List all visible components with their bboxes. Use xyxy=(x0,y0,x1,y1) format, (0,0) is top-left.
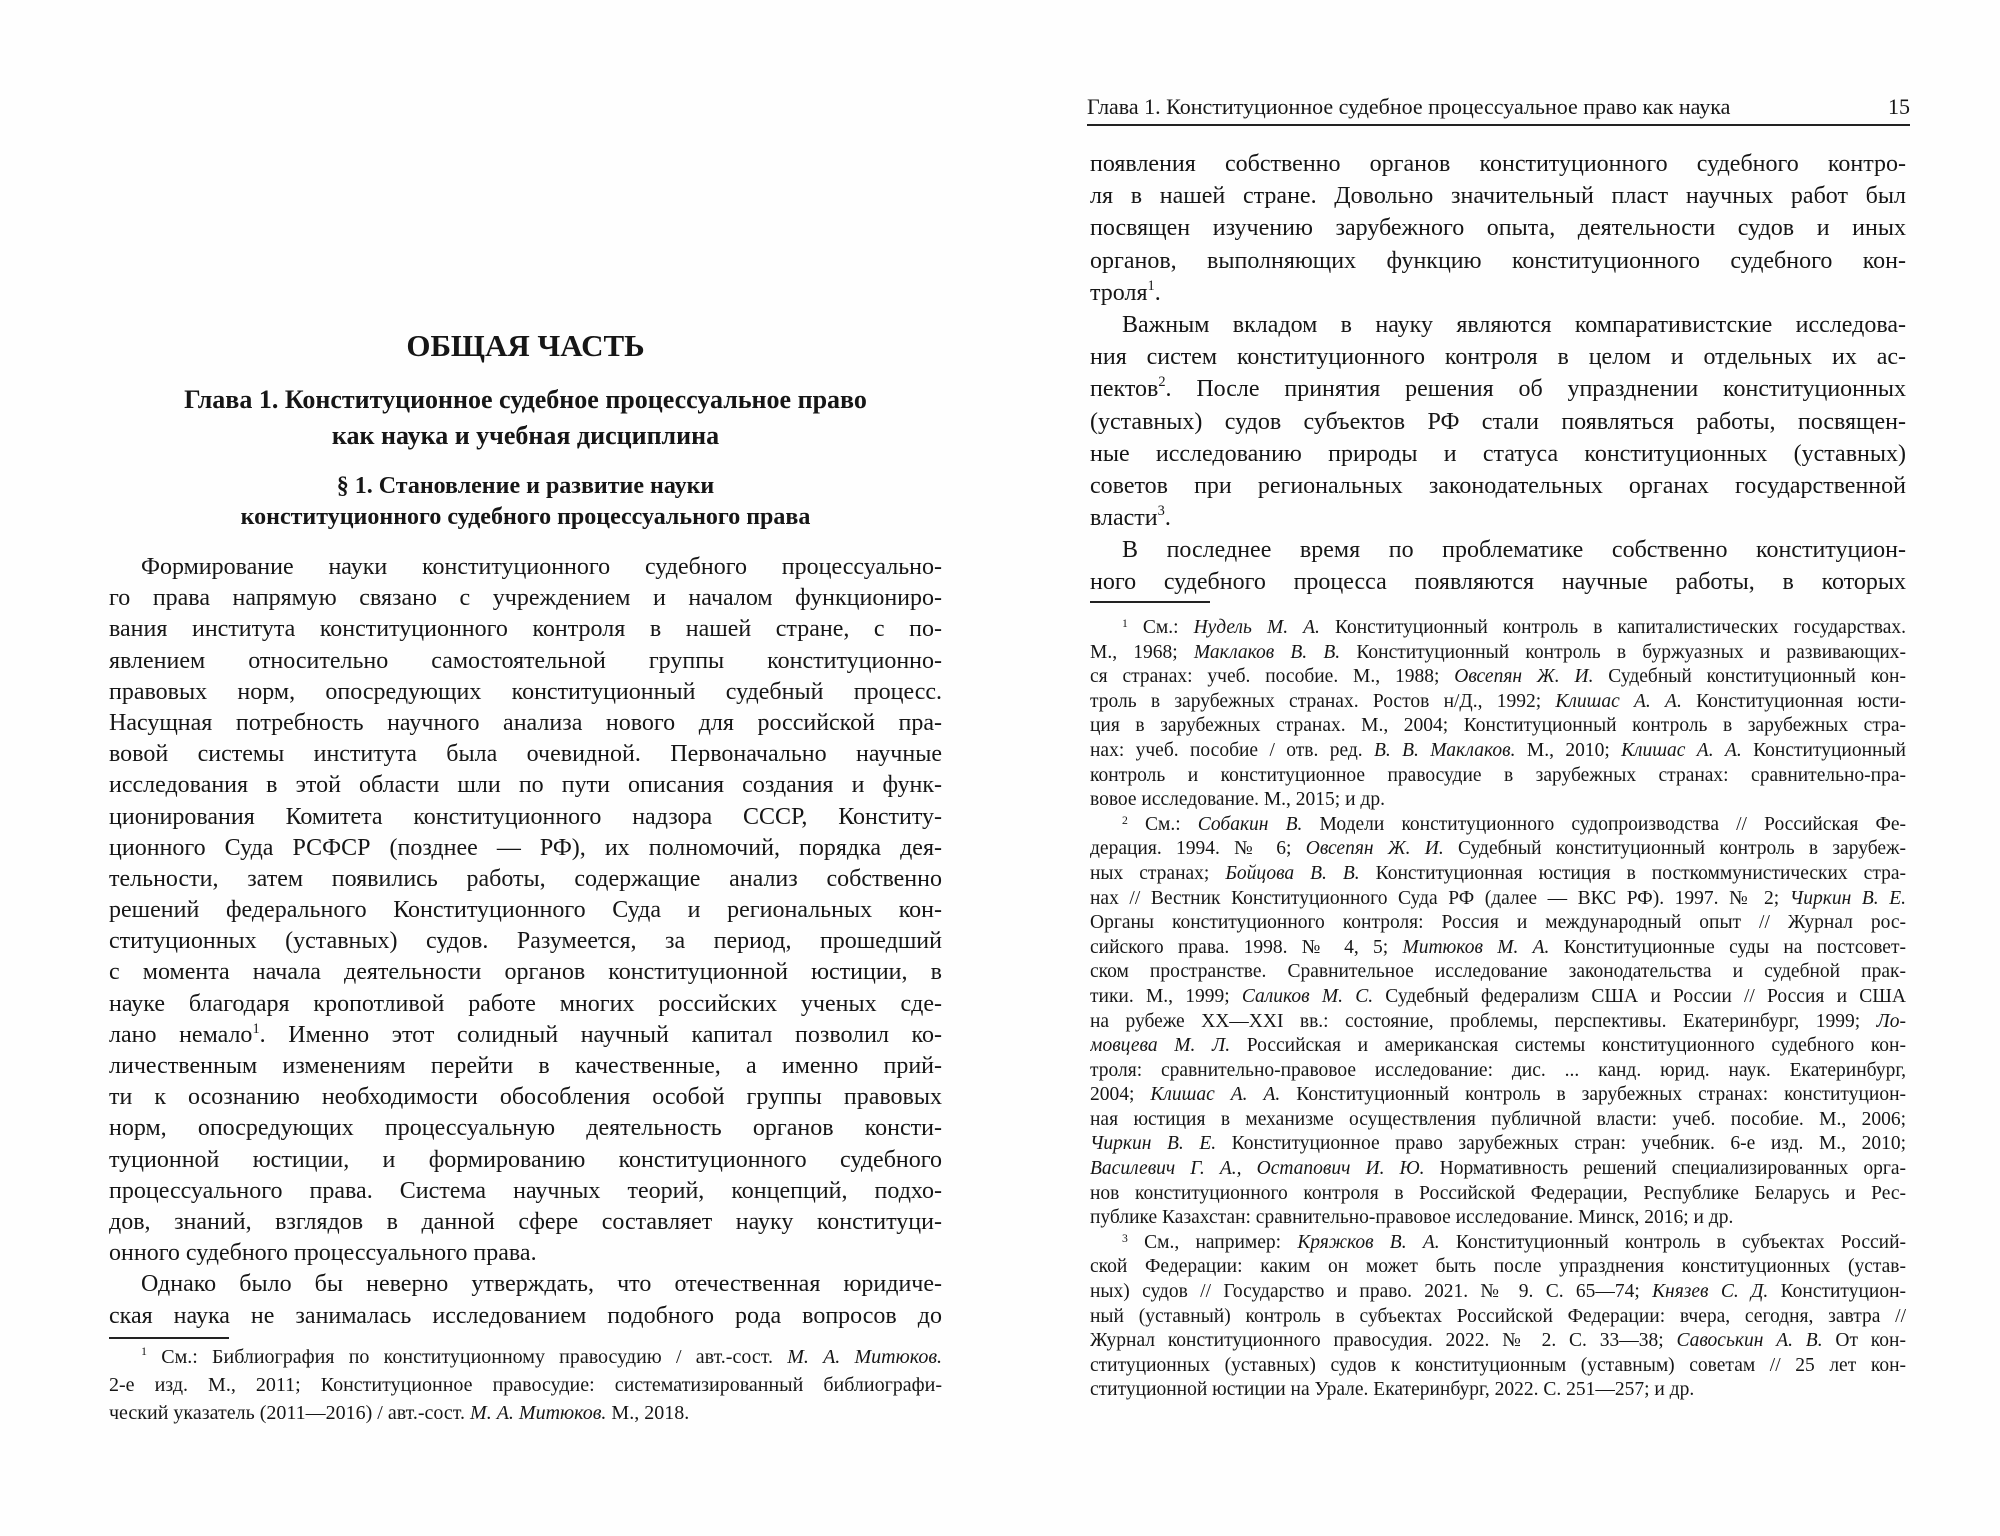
footnote xyxy=(1090,616,1906,813)
text-run: дерация. 1994. № 6; xyxy=(1090,838,1306,860)
italic-author-name: Савоськин А. В. xyxy=(1676,1330,1823,1352)
paragraph xyxy=(109,552,942,1269)
text-run: дов, знаний, взглядов в данной сфере составляет науку конституци- xyxy=(109,1208,942,1235)
text-line xyxy=(109,1238,942,1269)
text-run: решений федерального Конституционного Суда и региональных кон- xyxy=(109,897,942,924)
footnote-marker: 1 xyxy=(1122,617,1128,630)
text-line xyxy=(1090,837,1906,862)
text-run: Конституционные суды на постсовет- xyxy=(1549,936,1906,958)
text-line xyxy=(1090,641,1906,666)
text-line xyxy=(1090,1059,1906,1084)
footnote-marker: 1 xyxy=(1147,277,1155,294)
section-title-line: § 1. Становление и развитие науки xyxy=(336,473,715,499)
text-run: на рубеже XX—XXI вв.: состояние, проблемы, перспективы. Екатеринбург, 1999; xyxy=(1090,1010,1877,1032)
text-run: Однако было бы неверно утверждать, что отечественная юридиче- xyxy=(141,1271,942,1298)
text-line xyxy=(1090,960,1906,985)
italic-author-name: Князев С. Д. xyxy=(1652,1281,1769,1303)
text-run: ституционных (уставных) судов. Разумеется, за период, прошедший xyxy=(109,928,942,955)
text-run: ные исследованию природы и статуса конституционных (уставных) xyxy=(1090,440,1906,467)
text-line xyxy=(109,1301,942,1332)
text-line xyxy=(1090,1255,1906,1280)
text-run: Конституционный контроль в субъектах Россий- xyxy=(1439,1231,1906,1253)
left-body-text xyxy=(109,552,942,1332)
text-run: Журнал конституционного правосудия. 2022. № 2. С. 33—38; xyxy=(1090,1330,1677,1352)
text-line xyxy=(109,989,942,1020)
text-line xyxy=(1090,862,1906,887)
text-line xyxy=(109,583,942,614)
text-line xyxy=(1090,180,1906,212)
text-run: ституционных (уставных) судов к конституционным (уставным) советам // 25 лет кон- xyxy=(1090,1354,1906,1376)
text-line xyxy=(1090,566,1906,598)
section-title xyxy=(109,471,942,533)
text-run: ская наука не занималась исследованием подобного рода вопросов до xyxy=(109,1302,942,1329)
footnote-marker: 2 xyxy=(1158,374,1166,391)
text-line xyxy=(1090,502,1906,534)
text-line xyxy=(1090,1354,1906,1379)
text-run: В последнее время по проблематике собственно конституцион- xyxy=(1122,537,1906,564)
text-line xyxy=(1090,1182,1906,1207)
text-line xyxy=(109,1207,942,1238)
text-line xyxy=(1090,1034,1906,1059)
text-run: троля xyxy=(1090,279,1148,306)
italic-author-name: Собакин В. xyxy=(1197,813,1303,835)
text-line xyxy=(1090,813,1906,838)
page-number: 15 xyxy=(1888,94,1910,119)
text-run: Конституционная юсти- xyxy=(1681,690,1906,712)
italic-author-name: Бойцова В. В. xyxy=(1225,862,1360,884)
text-run: . После принятия решения об упразднении конституционных xyxy=(1165,376,1906,403)
running-head-title: Глава 1. Конституционное судебное процессуальное право как наука xyxy=(1087,94,1731,119)
text-line xyxy=(109,1343,942,1371)
text-line xyxy=(1090,911,1906,936)
text-line xyxy=(109,864,942,895)
paragraph xyxy=(1090,309,1906,534)
text-run: См., например: xyxy=(1127,1231,1298,1253)
text-run: ля в нашей стране. Довольно значительный пласт научных работ был xyxy=(1090,183,1906,210)
text-line xyxy=(109,646,942,677)
text-run: ция в зарубежных странах. М., 2004; Конституционный контроль в зарубежных стра- xyxy=(1090,715,1906,737)
text-line xyxy=(1090,470,1906,502)
italic-author-name: М. А. Митюков. xyxy=(470,1402,607,1424)
paragraph xyxy=(1090,534,1906,598)
text-run: . xyxy=(1164,505,1171,532)
footnote-marker: 2 xyxy=(1122,813,1128,827)
text-run: контроль и конституционное правосудие в зарубежных странах: сравнительно-пра- xyxy=(1090,764,1906,786)
text-line xyxy=(1090,665,1906,690)
text-line xyxy=(109,802,942,833)
text-run: Формирование науки конституционного судебного процессуально- xyxy=(141,554,942,580)
text-line xyxy=(1090,309,1906,341)
text-run: Судебный федерализм США и России // Россия и США xyxy=(1373,985,1906,1007)
text-run: ная юстиция в механизме осуществления публичной власти: учеб. пособие. М., 2006; xyxy=(1090,1108,1906,1130)
text-run: пектов xyxy=(1090,376,1159,403)
text-line xyxy=(1090,148,1906,180)
text-run: Конституционная юстиция в посткоммунистических стра- xyxy=(1359,862,1906,884)
text-line xyxy=(1090,739,1906,764)
text-run: появления собственно органов конституционного судебного контро- xyxy=(1090,151,1906,177)
text-run: ционного Суда РСФСР (позднее — РФ), их полномочий, порядка дея- xyxy=(109,834,942,861)
text-run: Насущная потребность научного анализа нового для российской пра- xyxy=(109,709,942,736)
italic-author-name: Василевич Г. А., Остапович И. Ю. xyxy=(1090,1158,1425,1180)
text-line xyxy=(1090,1206,1906,1231)
footnote-marker: 3 xyxy=(1122,1231,1128,1245)
text-run: ционирования Комитета конституционного надзора СССР, Конститу- xyxy=(109,803,942,830)
text-line xyxy=(1090,1083,1906,1108)
italic-author-name: Чиркин В. Е. xyxy=(1090,1133,1217,1155)
text-run: М., 2010; xyxy=(1515,739,1622,761)
text-run: вовой системы института была очевидной. Первоначально научные xyxy=(109,741,942,768)
text-run: тельности, затем появились работы, содержащие анализ собственно xyxy=(109,865,942,892)
text-line xyxy=(109,1371,942,1399)
running-head xyxy=(1087,92,1910,122)
text-line xyxy=(1090,1108,1906,1133)
text-line xyxy=(109,1269,942,1300)
text-run: См.: xyxy=(1127,813,1198,835)
text-line xyxy=(109,770,942,801)
italic-author-name: Клишас А. А. xyxy=(1150,1084,1281,1106)
text-run: ный (уставный) контроль в субъектах Российской Федерации: вчера, сегодня, завтра // xyxy=(1090,1305,1906,1327)
italic-author-name: Саликов М. С. xyxy=(1241,985,1374,1007)
part-title: ОБЩАЯ ЧАСТЬ xyxy=(406,328,645,363)
text-line xyxy=(1090,1305,1906,1330)
section-title-line: конституционного судебного процессуального права xyxy=(240,504,811,530)
paragraph xyxy=(109,1269,942,1331)
running-head-rule xyxy=(1087,124,1910,126)
text-line xyxy=(1090,714,1906,739)
text-line xyxy=(1090,341,1906,373)
text-run: сийского права. 1998. № 4, 5; xyxy=(1090,936,1403,958)
text-run: исследования в этой области шли по пути описания создания и функ- xyxy=(109,772,942,799)
footnote-marker: 3 xyxy=(1157,503,1165,520)
italic-author-name: Маклаков В. В. xyxy=(1193,641,1341,663)
text-line xyxy=(1090,1010,1906,1035)
text-run: . Именно этот солидный научный капитал позволил ко- xyxy=(259,1021,942,1048)
text-run: (уставных) судов субъектов РФ стали появляться работы, посвящен- xyxy=(1090,408,1906,435)
text-run: М., 1968; xyxy=(1090,641,1194,663)
text-run: ного судебного процесса появляются научные работы, в которых xyxy=(1090,569,1906,596)
text-run: посвящен изучению зарубежного опыта, деятельности судов и иных xyxy=(1090,215,1906,242)
text-run: туционной юстиции, и формированию конституционного судебного xyxy=(109,1146,942,1173)
text-run: Российская и американская системы конституционного судебного кон- xyxy=(1230,1035,1906,1057)
text-line xyxy=(1090,1378,1906,1403)
text-run: ти к осознанию необходимости обособления особой группы правовых xyxy=(109,1084,942,1111)
text-line xyxy=(1090,788,1906,813)
text-run: Конституционный контроль в буржуазных и развивающих- xyxy=(1340,641,1906,663)
text-run: явлением относительно самостоятельной группы конституционно- xyxy=(109,647,942,674)
text-run: ся странах: учеб. пособие. М., 1988; xyxy=(1090,666,1455,688)
text-run: советов при региональных законодательных органах государственной xyxy=(1090,472,1906,499)
text-run: вовое исследование. М., 2015; и др. xyxy=(1090,789,1385,811)
footnote xyxy=(109,1343,942,1427)
text-run: органов, выполняющих функцию конституционного судебного кон- xyxy=(1090,247,1906,274)
text-line xyxy=(1090,1132,1906,1157)
text-line xyxy=(109,614,942,645)
text-run: процессуального права. Система научных теорий, концепций, подхо- xyxy=(109,1177,942,1204)
italic-author-name: Чиркин В. Е. xyxy=(1789,887,1906,909)
text-run: троля: сравнительно-правовое исследование: дис. ... канд. юрид. наук. Екатеринбург, xyxy=(1090,1059,1906,1081)
text-run: тики. М., 1999; xyxy=(1090,985,1242,1007)
text-run: с момента начала деятельности органов конституционной юстиции, в xyxy=(109,959,942,986)
right-body-text xyxy=(1090,148,1906,599)
text-run: норм, опосредующих процессуальную деятельность органов консти- xyxy=(109,1115,942,1142)
text-line xyxy=(1090,985,1906,1010)
text-line xyxy=(1090,212,1906,244)
text-run: лано немало xyxy=(109,1021,253,1048)
text-line xyxy=(1090,277,1906,309)
text-run: онного судебного процессуального права. xyxy=(109,1240,537,1267)
text-run: публике Казахстан: сравнительно-правовое исследование. Минск, 2016; и др. xyxy=(1090,1207,1734,1229)
text-line xyxy=(1090,1231,1906,1256)
text-line xyxy=(109,677,942,708)
text-line xyxy=(1090,438,1906,470)
text-run: нов конституционного контроля в Российской Федерации, Республике Беларусь и Рес- xyxy=(1090,1182,1906,1204)
text-run: . xyxy=(1154,279,1161,306)
chapter-title-line: как наука и учебная дисциплина xyxy=(331,421,720,450)
text-line xyxy=(1090,1329,1906,1354)
text-run: нах // Вестник Конституционного Суда РФ (далее — ВКС РФ). 1997. № 2; xyxy=(1090,887,1790,909)
text-run: Судебный конституционный контроль в зарубеж- xyxy=(1443,838,1906,860)
italic-author-name: Клишас А. А. xyxy=(1555,690,1682,712)
text-line xyxy=(1090,1280,1906,1305)
italic-author-name: Кряжков В. А. xyxy=(1297,1231,1440,1253)
italic-author-name: Овсепян Ж. И. xyxy=(1454,666,1594,688)
text-line xyxy=(109,833,942,864)
text-run: Важным вкладом в науку являются компаративистские исследова- xyxy=(1122,311,1906,338)
footnote-marker: 1 xyxy=(141,1344,147,1358)
text-run: ской Федерации: каким он может быть после упразднения конституционных (устав- xyxy=(1090,1256,1906,1278)
text-run: 2-е изд. М., 2011; Конституционное правосудие: систематизированный библиографи- xyxy=(109,1374,942,1396)
text-line xyxy=(109,739,942,770)
italic-author-name: В. В. Маклаков. xyxy=(1374,739,1516,761)
footnote-separator xyxy=(109,1337,229,1339)
text-line xyxy=(1090,887,1906,912)
chapter-title xyxy=(109,382,942,454)
footnote xyxy=(1090,1231,1906,1403)
right-footnotes xyxy=(1090,616,1906,1403)
text-run: См.: Библиография по конституционному правосудию / авт.-сост. xyxy=(147,1346,788,1368)
text-run: Конституционное право зарубежных стран: учебник. 6-е изд. М., 2010; xyxy=(1216,1133,1906,1155)
text-line xyxy=(109,1399,942,1427)
text-line xyxy=(1090,936,1906,961)
text-line xyxy=(109,708,942,739)
chapter-title-line: Глава 1. Конституционное судебное процессуальное право xyxy=(184,385,867,414)
text-run: ституционной юстиции на Урале. Екатеринбург, 2022. С. 251—257; и др. xyxy=(1090,1379,1695,1401)
italic-author-name: Клишас А. А. xyxy=(1621,739,1742,761)
text-run: личественным изменениям перейти в качественные, а именно прий- xyxy=(109,1053,942,1079)
text-run: Конституцион- xyxy=(1768,1281,1906,1303)
text-line xyxy=(1090,616,1906,641)
text-run: Конституционный контроль в капиталистических государствах. xyxy=(1319,617,1906,638)
text-line xyxy=(1090,245,1906,277)
text-run: Конституционный контроль в зарубежных странах: конституцион- xyxy=(1280,1084,1906,1106)
text-line xyxy=(109,1176,942,1207)
italic-author-name: Нудель М. А. xyxy=(1193,617,1320,638)
text-line xyxy=(1090,764,1906,789)
italic-author-name: Ло- xyxy=(1876,1010,1906,1032)
text-run: го права напрямую связано с учреждением и началом функциониро- xyxy=(109,585,942,612)
text-run: ния систем конституционного контроля в целом и отдельных их ас- xyxy=(1090,344,1906,371)
text-run: Конституционный xyxy=(1741,739,1906,761)
footnote xyxy=(1090,813,1906,1231)
text-line xyxy=(109,1082,942,1113)
text-run: 2004; xyxy=(1090,1084,1151,1106)
text-line xyxy=(109,552,942,583)
italic-author-name: мовцева М. Л. xyxy=(1090,1035,1231,1057)
paragraph xyxy=(1090,148,1906,309)
text-line xyxy=(109,1020,942,1051)
text-run: вания института конституционного контроля в нашей стране, с по- xyxy=(109,616,942,643)
text-run: ных) судов // Государство и право. 2021. № 9. С. 65—74; xyxy=(1090,1281,1653,1303)
text-run: Модели конституционного судопроизводства // Российская Фе- xyxy=(1302,813,1906,835)
text-run: Органы конституционного контроля: Россия и международный опыт // Журнал рос- xyxy=(1090,912,1906,934)
text-line xyxy=(109,1051,942,1082)
text-line xyxy=(1090,373,1906,405)
text-line xyxy=(1090,690,1906,715)
text-run: От кон- xyxy=(1822,1330,1906,1352)
text-run: правовых норм, опосредующих конституционный судебный процесс. xyxy=(109,678,942,705)
left-footnotes xyxy=(109,1343,942,1427)
text-run: Нормативность решений специализированных орга- xyxy=(1424,1158,1906,1180)
text-run: власти xyxy=(1090,505,1158,532)
text-run: ных странах; xyxy=(1090,862,1226,884)
text-run: ском пространстве. Сравнительное исследование законодательства и судебной прак- xyxy=(1090,961,1906,983)
text-run: См.: xyxy=(1127,617,1194,638)
text-line xyxy=(1090,534,1906,566)
text-run: нах: учеб. пособие / отв. ред. xyxy=(1090,739,1374,761)
text-line xyxy=(109,1113,942,1144)
italic-author-name: Овсепян Ж. И. xyxy=(1305,838,1444,860)
text-line xyxy=(1090,1157,1906,1182)
text-line xyxy=(109,895,942,926)
text-run: Судебный конституционный кон- xyxy=(1593,666,1906,688)
footnote-separator xyxy=(1090,601,1210,603)
text-line xyxy=(109,1145,942,1176)
text-line xyxy=(109,926,942,957)
italic-author-name: Митюков М. А. xyxy=(1402,936,1550,958)
text-run: М., 2018. xyxy=(606,1402,690,1424)
footnote-marker: 1 xyxy=(252,1020,260,1037)
text-run: науке благодаря кропотливой работе многих российских ученых сде- xyxy=(109,990,942,1017)
text-run: ческий указатель (2011—2016) / авт.-сост. xyxy=(109,1402,471,1424)
text-line xyxy=(109,957,942,988)
italic-author-name: М. А. Митюков. xyxy=(787,1346,942,1368)
text-run: троль в зарубежных странах. Ростов н/Д., 1992; xyxy=(1090,690,1556,712)
text-line xyxy=(1090,406,1906,438)
